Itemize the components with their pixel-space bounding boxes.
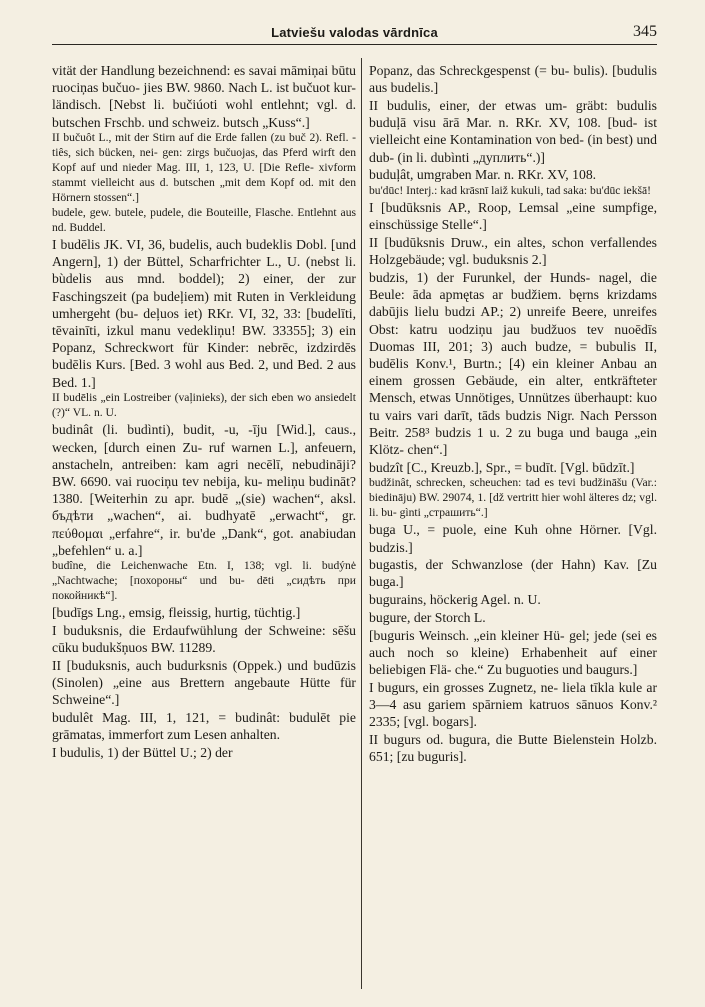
dictionary-entry: I bugurs, ein grosses Zugnetz, ne- liela tīkla kule ar 3—4 asu gariem spārniem katruos sānuos Konv.² 2335; [vgl. bogars]. xyxy=(369,679,657,730)
dictionary-entry: II budēlis „ein Lostreiber (vaļinieks), der sich eben wo ansiedelt (?)“ VL. n. U. xyxy=(52,391,356,420)
dictionary-entry: [buguris Weinsch. „ein kleiner Hü- gel; jede (sei es auch noch so kleine) Erhabenheit auf einer beliebigen Flä- che.“ Zu buguoties und baugurs.] xyxy=(369,627,657,677)
left-column xyxy=(52,62,356,997)
dictionary-entry: I budēlis JK. VI, 36, budelis, auch budeklis Dobl. [und Angern], 1) der Büttel, Scharfrichter L., U. (nebst li. bùdelis aus mnd. boddel); 2) einer, der zur Faschingszeit (pa budeļiem) mit Ruten in Verkleidung umhergeht (bu- deļuos iet) RKr. VI, 32, 33: [budelīti, tēvainīti, izkul manu vedekliņu! BW. 33355]; 3) ein Popanz, Schreckwort für Kinder: nebrēc, izdzirdēs budēlis Kurs. [Bed. 3 wohl aus Bed. 2, und Bed. 2 aus Bed. 1.] xyxy=(52,236,356,390)
dictionary-entry: [budīgs Lng., emsig, fleissig, hurtig, tüchtig.] xyxy=(52,605,301,621)
dictionary-entry: budele, gew. butele, pudele, die Bouteille, Flasche. Entlehnt aus nd. Buddel. xyxy=(52,205,356,234)
dictionary-entry: budulêt Mag. III, 1, 121, = budinât: budulēt pie grāmatas, immerfort zum Lesen anhalten. xyxy=(52,710,356,743)
dictionary-title: Latviešu valodas vārdnīca xyxy=(271,25,438,40)
dictionary-entry: Popanz, das Schreckgespenst (= bu- bulis). [budulis aus budelis.] xyxy=(369,63,657,96)
page-header xyxy=(52,22,657,45)
dictionary-entry: budzît [C., Kreuzb.], Spr., = budīt. [Vgl. būdzīt.] xyxy=(369,459,635,475)
right-column xyxy=(369,62,657,997)
dictionary-entry: buga U., = puole, eine Kuh ohne Hörner. [Vgl. budzis.] xyxy=(369,522,657,555)
dictionary-entry: I budulis, 1) der Büttel U.; 2) der xyxy=(52,744,233,760)
dictionary-entry: II [buduksnis, auch budurksnis (Oppek.) und budūzis (Sinolen) „eine aus Brettern angebaute Hütte für Schweine“.] xyxy=(52,657,356,708)
dictionary-entry: budzis, 1) der Furunkel, der Hunds- nagel, die Beule: āda apmętas ar budžiem. bęrns krizdams dabūjis lielu budzi AP.; 2) unreife Beere, unreifes Obst: katru uodziņu jau budžuos tev nuoēdīs Duomas III, 201; 3) auch budze, = bubulis II, budēlis Konv.¹, Burtn.; [4) ein kleiner Anbau an einem grossen Gebäude, ein alter, entkräfteter Mensch, etwas Unnötiges, Unnützes überhaupt: kuo tu vairs vari darīt, tāds budzis Nigr. Nach Persson Beitr. 258³ budzis 1 u. 2 zu buga und bauga „ein Klötz- chen“.] xyxy=(369,270,657,458)
page-number: 345 xyxy=(633,23,657,40)
dictionary-entry: II bučuôt L., mit der Stirn auf die Erde fallen (zu buč 2). Refl. -tiês, sich bücken, nei- gen: zirgs bučuojas, das Pferd wirft den Kopf auf und nieder Mag. III, 1, 123, U. [Die Refle- xivform stammt vielleicht aus d. butschen „mit dem Kopf od. mit den Hörnern stossen“.] xyxy=(52,131,356,204)
dictionary-entry: II bugurs od. bugura, die Butte Bielenstein Holzb. 651; [zu buguris]. xyxy=(369,731,657,764)
dictionary-entry: budîne, die Leichenwache Etn. I, 138; vgl. li. budýnė „Nachtwache; [похороны“ und bu- dēti „сидѣть при покойникѣ“]. xyxy=(52,559,356,603)
dictionary-entry: bugastis, der Schwanzlose (der Hahn) Kav. [Zu buga.] xyxy=(369,557,657,590)
dictionary-entry: I buduksnis, die Erdaufwühlung der Schweine: sēšu cūku budukšņuos BW. 11289. xyxy=(52,623,356,656)
dictionary-entry: I [budūksnis AP., Roop, Lemsal „eine sumpfige, einschüssige Stelle“.] xyxy=(369,200,657,233)
dictionary-entry: budinât (li. budìnti), budit, -u, -īju [Wid.], caus., wecken, [durch einen Zu- ruf warnen L.], anfeuern, anstacheln, antreiben: kam agri necēlī, nebudināji? BW. 6690. vai ruociņu tev nebija, ku- meliņu budināt? 1380. [Weiterhin zu apr. budē „(sie) wachen“, aksl. бъдѣти „wachen“, ai. budhyatē „erwacht“, gr. πεύθομαι „erfahre“, ir. bu'de „Dank“, got. anabiudan „befehlen“ u. a.] xyxy=(52,422,356,558)
dictionary-entry: II [budūksnis Druw., ein altes, schon verfallendes Holzgebäude; vgl. buduksnis 2.] xyxy=(369,235,657,268)
dictionary-entry: bu'dūc! Interj.: kad krāsnī laiž kukuli, tad saka: bu'dūc iekšā! xyxy=(369,183,652,197)
dictionary-entry: budžinât, schrecken, scheuchen: tad es tevi budžināšu (Var.: biedināju) BW. 29074, 1. [dž vertritt hier wohl älteres dz; vgl. li. bu- gìnti „страшить“.] xyxy=(369,476,657,520)
column-divider xyxy=(361,58,362,989)
dictionary-entry: buduļât, umgraben Mar. n. RKr. XV, 108. xyxy=(369,167,597,183)
dictionary-entry: vität der Handlung bezeichnend: es savai māmiņai būtu ruociņas bučuo- jies BW. 9860. Nach L. ist bučuot kur- ländisch. [Nebst li. bučiúoti wohl entlehnt; vgl. d. butschen Frschb. und schweiz. butsch „Kuss“.] xyxy=(52,63,356,130)
dictionary-entry: II budulis, einer, der etwas um- gräbt: budulis buduļā visu ārā Mar. n. RKr. XV, 108. [bud- ist vielleicht eine Kontamination von bed- (in best) und dub- (in li. dubìnti „дуплить“.)] xyxy=(369,97,657,165)
dictionary-entry: bugurains, höckerig Agel. n. U. xyxy=(369,592,541,608)
dictionary-entry: bugure, der Storch L. xyxy=(369,609,486,625)
